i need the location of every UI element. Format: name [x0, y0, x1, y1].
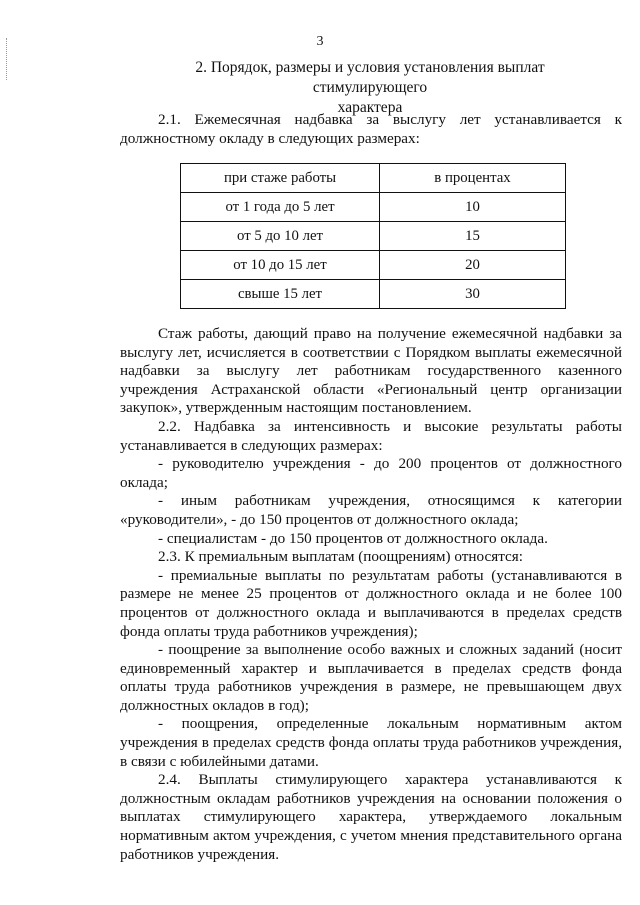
table-header-cell: при стаже работы	[181, 164, 380, 193]
table-cell: от 1 года до 5 лет	[181, 193, 380, 222]
list-item: - специалистам - до 150 процентов от должностного оклада.	[158, 529, 548, 547]
table-cell: 20	[380, 251, 566, 280]
table-header-cell: в процентах	[380, 164, 566, 193]
table-cell: свыше 15 лет	[181, 280, 380, 309]
paragraph-2-2: 2.2. Надбавка за интенсивность и высокие результаты работы устанавливается в следующих размерах:	[120, 417, 622, 454]
section-heading	[140, 58, 600, 118]
paragraph-seniority-calculation: Стаж работы, дающий право на получение ежемесячной надбавки за выслугу лет, исчисляется в соответствии с Порядком выплаты ежемесячной надбавки за выслугу лет работникам государственного казенного учреждения Астраханской области «Региональный центр организации закупок», утвержденным настоящим постановлением.	[120, 325, 622, 417]
section-2-1-text: 2.1. Ежемесячная надбавка за выслугу лет устанавливается к должностному окладу в следующих размерах:	[120, 111, 622, 147]
list-item: - руководителю учреждения - до 200 процентов от должностного оклада;	[120, 455, 622, 491]
list-item: - поощрения, определенные локальным нормативным актом учреждения в пределах средств фонда оплаты труда работников учреждения, в связи с юбилейными датами.	[120, 715, 622, 770]
paragraph-2-3: 2.3. К премиальным выплатам (поощрениям) относятся:	[158, 548, 523, 566]
table-row	[181, 193, 566, 222]
list-item: - премиальные выплаты по результатам работы (устанавливаются в размере не менее 25 процентов от должностного оклада и не более 100 процентов от должностного оклада и выплачиваются в пределах средств фонда оплаты труда работников учреждения);	[120, 566, 622, 640]
table-header-row	[181, 164, 566, 193]
main-text	[120, 325, 622, 864]
table-cell: от 10 до 15 лет	[181, 251, 380, 280]
table-cell: 30	[380, 280, 566, 309]
page-number: 3	[316, 34, 324, 49]
table-cell: 15	[380, 222, 566, 251]
paragraph-2-4: 2.4. Выплаты стимулирующего характера устанавливаются к должностным окладам работников учреждения на основании положения о выплатах стимулирующего характера, утверждаемого локальным нормативным актом учреждения, с учетом мнения представительного органа работников учреждения.	[120, 771, 622, 863]
seniority-table	[180, 163, 566, 309]
list-item: - иным работникам учреждения, относящимся к категории «руководители», - до 150 процентов от должностного оклада;	[120, 492, 622, 528]
section-heading-line-1: 2. Порядок, размеры и условия установления выплат стимулирующего	[195, 59, 545, 96]
table-cell: от 5 до 10 лет	[181, 222, 380, 251]
table-row	[181, 251, 566, 280]
section-heading-line-2: характера	[337, 99, 403, 116]
section-2-1	[120, 111, 622, 148]
list-item: - поощрение за выполнение особо важных и сложных заданий (носит единовременный характер и выплачивается в пределах средств фонда оплаты труда работников учреждения в размере, не превышающем двух должностных окладов в год);	[120, 641, 622, 714]
table-cell: 10	[380, 193, 566, 222]
table-row	[181, 222, 566, 251]
table-row	[181, 280, 566, 309]
